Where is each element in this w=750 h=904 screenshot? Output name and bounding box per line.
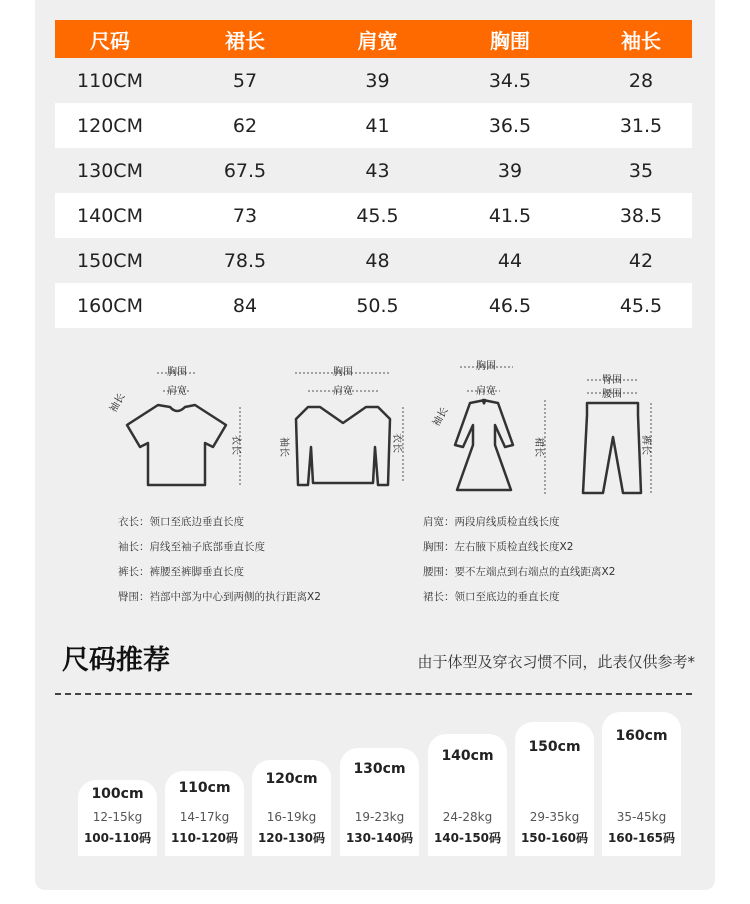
table-cell: 73 (232, 204, 258, 227)
table-row (55, 58, 692, 103)
header-shoulder: 肩宽 (357, 28, 398, 53)
size-card (252, 760, 331, 856)
table-cell: 43 (365, 159, 390, 182)
tshirt-chest-label: 胸围 (167, 367, 187, 378)
card-weight: 35-45kg (616, 810, 667, 824)
table-cell: 110CM (77, 69, 143, 92)
tshirt-icon (127, 405, 226, 485)
table-cell: 84 (232, 294, 258, 317)
table-cell: 45.5 (619, 294, 663, 317)
size-card (515, 722, 594, 856)
table-cell: 28 (628, 69, 654, 92)
table-row (55, 148, 692, 193)
card-weight: 29-35kg (529, 810, 580, 824)
table-cell: 31.5 (619, 114, 663, 137)
card-size: 120cm (265, 771, 318, 787)
table-row (55, 193, 692, 238)
dress-sleeve-label: 袖长 (431, 405, 451, 429)
card-size: 130cm (353, 761, 406, 777)
size-card (602, 712, 681, 856)
header-chest: 胸围 (490, 28, 530, 53)
sweater-chest-label: 胸围 (333, 367, 353, 378)
card-weight: 24-28kg (442, 810, 493, 824)
sweater-length-label: 衣长 (391, 433, 402, 453)
table-row (55, 283, 692, 328)
card-height: 130-140码 (345, 831, 414, 845)
tshirt-shoulder-label: 肩宽 (167, 386, 187, 397)
table-cell: 39 (365, 69, 390, 92)
table-cell: 34.5 (488, 69, 532, 92)
table-row (55, 238, 692, 283)
note-line: 裤长：裤腰至裤脚垂直长度 (118, 566, 244, 578)
notes-left (118, 510, 321, 610)
table-cell: 45.5 (356, 204, 399, 227)
table-cell: 39 (497, 159, 523, 182)
card-size: 110cm (178, 780, 231, 796)
header-size: 尺码 (90, 28, 130, 53)
pants-length-label: 裤长 (640, 435, 651, 455)
dress-shoulder-label: 肩宽 (476, 386, 496, 397)
pants-waist-label: 腰围 (602, 389, 622, 400)
card-height: 150-160码 (520, 831, 589, 845)
dress-chest-label: 胸围 (476, 361, 496, 372)
size-card (428, 734, 507, 856)
card-height: 140-150码 (433, 831, 502, 845)
table-cell: 78.5 (223, 249, 267, 272)
table-cell: 41 (365, 114, 390, 137)
dress-icon (455, 400, 513, 490)
card-size: 100cm (91, 786, 144, 802)
header-dress-length: 裙长 (225, 28, 265, 53)
note-line: 肩宽：两段肩线质检直线长度 (423, 516, 560, 528)
table-cell: 44 (497, 249, 523, 272)
note-line: 臀围：裆部中部为中心到两侧的执行距离X2 (118, 591, 321, 603)
card-weight: 16-19kg (266, 810, 317, 824)
recommend-disclaimer: 由于体型及穿衣习惯不同，此表仅供参考* (417, 653, 695, 671)
table-cell: 46.5 (488, 294, 532, 317)
card-height: 100-110码 (83, 831, 152, 845)
sweater-shoulder-label: 肩宽 (333, 386, 353, 397)
table-row (55, 103, 692, 148)
size-card (78, 780, 157, 856)
recommend-title: 尺码推荐 (62, 645, 170, 676)
card-size: 140cm (441, 748, 494, 764)
table-cell: 42 (628, 249, 654, 272)
note-line: 衣长：领口至底边垂直长度 (118, 516, 244, 528)
table-cell: 41.5 (488, 204, 532, 227)
note-line: 腰围：要不左端点到右端点的直线距离X2 (423, 566, 616, 578)
notes-right (423, 510, 615, 610)
table-cell: 140CM (77, 204, 143, 227)
size-card (165, 771, 244, 856)
table-cell: 57 (232, 69, 258, 92)
note-line: 袖长：肩线至袖子底部垂直长度 (118, 541, 265, 553)
card-height: 120-130码 (257, 831, 326, 845)
note-line: 胸围：左右腋下质检直线长度X2 (423, 541, 574, 553)
table-header-row (55, 20, 692, 58)
table-cell: 35 (628, 159, 654, 182)
table-cell: 160CM (77, 294, 143, 317)
table-cell: 48 (365, 249, 390, 272)
header-sleeve: 袖长 (621, 28, 661, 53)
table-cell: 38.5 (619, 204, 663, 227)
dashed-divider (55, 693, 692, 695)
card-weight: 12-15kg (92, 810, 143, 824)
table-cell: 36.5 (488, 114, 532, 137)
note-line: 裙长：领口至底边的垂直长度 (423, 591, 560, 603)
table-cell: 120CM (77, 114, 143, 137)
table-cell: 150CM (77, 249, 143, 272)
sweater-icon (296, 407, 390, 485)
sweater-sleeve-label: 袖长 (278, 437, 289, 457)
pants-hip-label: 臀围 (602, 375, 622, 386)
size-table (55, 20, 692, 328)
table-cell: 130CM (77, 159, 143, 182)
pants-icon (583, 403, 641, 493)
table-cell: 50.5 (356, 294, 399, 317)
card-size: 150cm (528, 739, 581, 755)
table-cell: 62 (232, 114, 258, 137)
card-height: 110-120码 (170, 831, 239, 845)
dress-length-label: 裙长 (533, 437, 544, 457)
card-size: 160cm (615, 728, 668, 744)
card-weight: 19-23kg (354, 810, 405, 824)
table-cell: 67.5 (223, 159, 267, 182)
tshirt-length-label: 衣长 (230, 435, 241, 455)
card-height: 160-165码 (607, 831, 676, 845)
measurement-diagrams (95, 355, 695, 505)
card-weight: 14-17kg (179, 810, 230, 824)
size-card (340, 748, 419, 856)
tshirt-sleeve-label: 袖长 (108, 391, 128, 415)
